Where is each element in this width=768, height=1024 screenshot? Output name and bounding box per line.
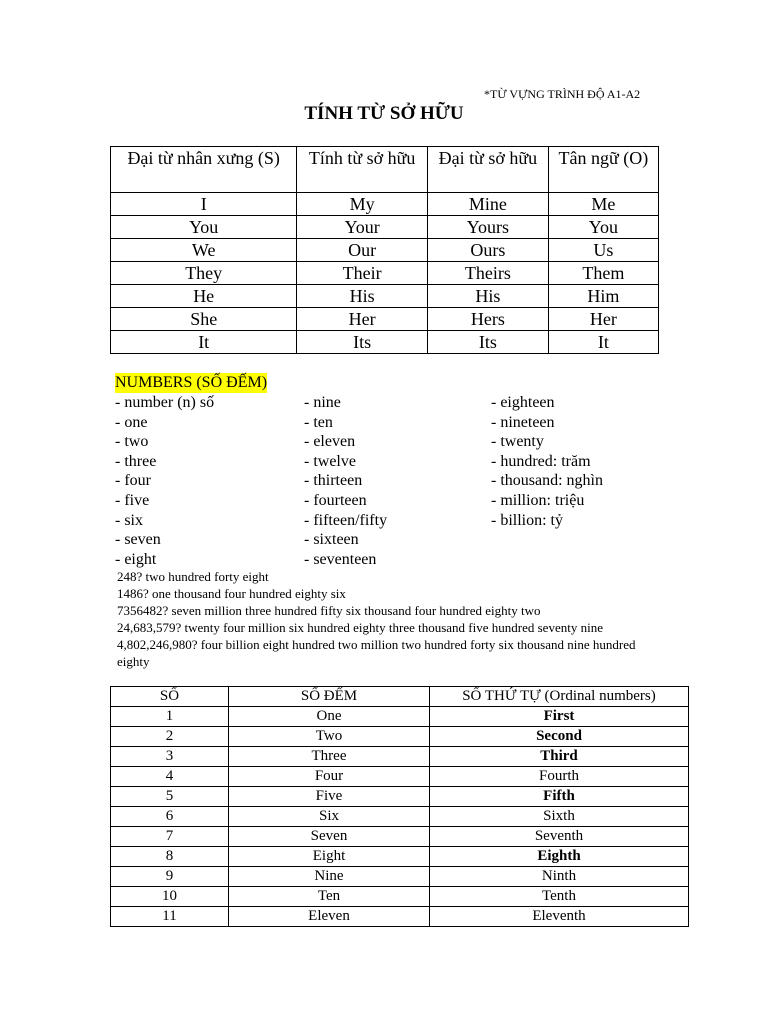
list-item: - twenty — [491, 433, 544, 451]
table-cell: You — [548, 216, 658, 239]
table-cell: We — [111, 239, 297, 262]
list-item: - number (n) số — [115, 394, 215, 411]
table-cell: Him — [548, 285, 658, 308]
table-row — [111, 867, 689, 887]
list-item: - twelve — [304, 452, 356, 470]
list-item: - nine — [304, 394, 341, 411]
table-cell: Theirs — [427, 262, 548, 285]
table-cell: Our — [297, 239, 428, 262]
list-item: - one — [115, 413, 148, 431]
list-item: - sixteen — [304, 531, 359, 549]
num-cell: 2 — [111, 727, 229, 747]
table-cell: She — [111, 308, 297, 331]
list-item: - billion: tỷ — [491, 511, 563, 529]
num-cell: 10 — [111, 887, 229, 907]
ordinal-cell: Fifth — [430, 787, 689, 807]
table-row — [111, 727, 689, 747]
table-cell: I — [111, 193, 297, 216]
num-cell: 4 — [111, 767, 229, 787]
table-header-row — [111, 687, 689, 707]
level-note: *TỪ VỰNG TRÌNH ĐỘ A1-A2 — [484, 87, 641, 101]
num-cell: 11 — [111, 907, 229, 927]
table-row — [111, 308, 659, 331]
list-item: - seven — [115, 531, 161, 549]
num-cell: 7 — [111, 827, 229, 847]
list-item: - nineteen — [491, 413, 555, 431]
list-item: - three — [115, 452, 157, 470]
table-cell: Yours — [427, 216, 548, 239]
numbers-heading: NUMBERS (SỐ ĐẾM) — [115, 374, 268, 391]
table-cell: Us — [548, 239, 658, 262]
list-item: - six — [115, 511, 143, 529]
table-row — [111, 193, 659, 216]
ordinal-cell: First — [430, 707, 689, 727]
num-cell: 3 — [111, 747, 229, 767]
table-cell: Your — [297, 216, 428, 239]
cardinal-cell: Two — [229, 727, 430, 747]
numbers-column-3 — [491, 393, 603, 530]
header-cell: SỐ — [111, 687, 229, 707]
list-item: - fourteen — [304, 491, 367, 509]
table-cell: His — [297, 285, 428, 308]
num-cell: 1 — [111, 707, 229, 727]
list-item: - two — [115, 433, 149, 451]
table-cell: Its — [427, 331, 548, 354]
table-cell: Their — [297, 262, 428, 285]
table-cell: My — [297, 193, 428, 216]
table-cell: Me — [548, 193, 658, 216]
table-row — [111, 239, 659, 262]
list-item: - hundred: trăm — [491, 452, 591, 470]
cardinal-cell: One — [229, 707, 430, 727]
num-cell: 9 — [111, 867, 229, 887]
table-row — [111, 216, 659, 239]
header-cell: Tân ngữ (O) — [548, 147, 658, 193]
header-cell: Đại từ sở hữu — [427, 147, 548, 193]
list-item: - fifteen/fifty — [304, 511, 388, 529]
example-line: 1486? one thousand four hundred eighty six — [117, 586, 346, 601]
page-title: TÍNH TỪ SỞ HỮU — [304, 103, 464, 124]
cardinal-cell: Five — [229, 787, 430, 807]
table-row — [111, 331, 659, 354]
num-cell: 6 — [111, 807, 229, 827]
example-line: 248? two hundred forty eight — [117, 569, 269, 584]
list-item: - five — [115, 491, 150, 509]
table-cell: Her — [548, 308, 658, 331]
cardinal-cell: Six — [229, 807, 430, 827]
table-row — [111, 747, 689, 767]
table-cell: You — [111, 216, 297, 239]
ordinal-cell: Seventh — [430, 827, 689, 847]
header-cell: SỐ ĐẾM — [229, 687, 430, 707]
list-item: - thirteen — [304, 472, 363, 490]
cardinal-cell: Ten — [229, 887, 430, 907]
table-cell: Its — [297, 331, 428, 354]
table-cell: Her — [297, 308, 428, 331]
table-row — [111, 847, 689, 867]
list-item: - ten — [304, 413, 333, 431]
ordinal-cell: Eighth — [430, 847, 689, 867]
list-item: - thousand: nghìn — [491, 472, 603, 490]
ordinal-cell: Second — [430, 727, 689, 747]
table-row — [111, 807, 689, 827]
cardinal-cell: Four — [229, 767, 430, 787]
table-cell: It — [111, 331, 297, 354]
ordinal-cell: Tenth — [430, 887, 689, 907]
table-cell: Them — [548, 262, 658, 285]
table-cell: He — [111, 285, 297, 308]
ordinal-table — [110, 686, 689, 927]
table-row — [111, 262, 659, 285]
list-item: - four — [115, 472, 151, 490]
header-cell: Đại từ nhân xưng (S) — [111, 147, 297, 193]
cardinal-cell: Three — [229, 747, 430, 767]
numbers-column-1 — [115, 393, 214, 569]
cardinal-cell: Eleven — [229, 907, 430, 927]
table-row — [111, 907, 689, 927]
table-cell: Hers — [427, 308, 548, 331]
list-item: - eight — [115, 550, 157, 568]
table-cell: His — [427, 285, 548, 308]
example-line: 24,683,579? twenty four million six hundred eighty three thousand five hundred seventy nine — [117, 620, 603, 635]
table-cell: Mine — [427, 193, 548, 216]
num-cell: 8 — [111, 847, 229, 867]
table-row — [111, 285, 659, 308]
header-cell: Tính từ sở hữu — [297, 147, 428, 193]
ordinal-cell: Eleventh — [430, 907, 689, 927]
list-item: - eighteen — [491, 394, 555, 411]
number-examples — [117, 568, 657, 670]
list-item: - million: triệu — [491, 491, 585, 509]
table-row — [111, 707, 689, 727]
ordinal-cell: Third — [430, 747, 689, 767]
cardinal-cell: Eight — [229, 847, 430, 867]
cardinal-cell: Nine — [229, 867, 430, 887]
table-row — [111, 887, 689, 907]
numbers-column-2 — [304, 393, 387, 569]
ordinal-cell: Fourth — [430, 767, 689, 787]
ordinal-cell: Sixth — [430, 807, 689, 827]
table-row — [111, 787, 689, 807]
table-row — [111, 827, 689, 847]
example-line: 4,802,246,980? four billion eight hundred two million two hundred forty six thousand nine hundred eighty — [117, 637, 636, 669]
header-cell: SỐ THỨ TỰ (Ordinal numbers) — [430, 687, 689, 707]
example-line: 7356482? seven million three hundred fifty six thousand four hundred eighty two — [117, 603, 541, 618]
list-item: - eleven — [304, 433, 356, 451]
table-cell: They — [111, 262, 297, 285]
table-cell: It — [548, 331, 658, 354]
ordinal-cell: Ninth — [430, 867, 689, 887]
list-item: - seventeen — [304, 550, 377, 568]
table-cell: Ours — [427, 239, 548, 262]
possessive-table — [110, 146, 659, 354]
num-cell: 5 — [111, 787, 229, 807]
table-header-row — [111, 147, 659, 193]
cardinal-cell: Seven — [229, 827, 430, 847]
table-row — [111, 767, 689, 787]
